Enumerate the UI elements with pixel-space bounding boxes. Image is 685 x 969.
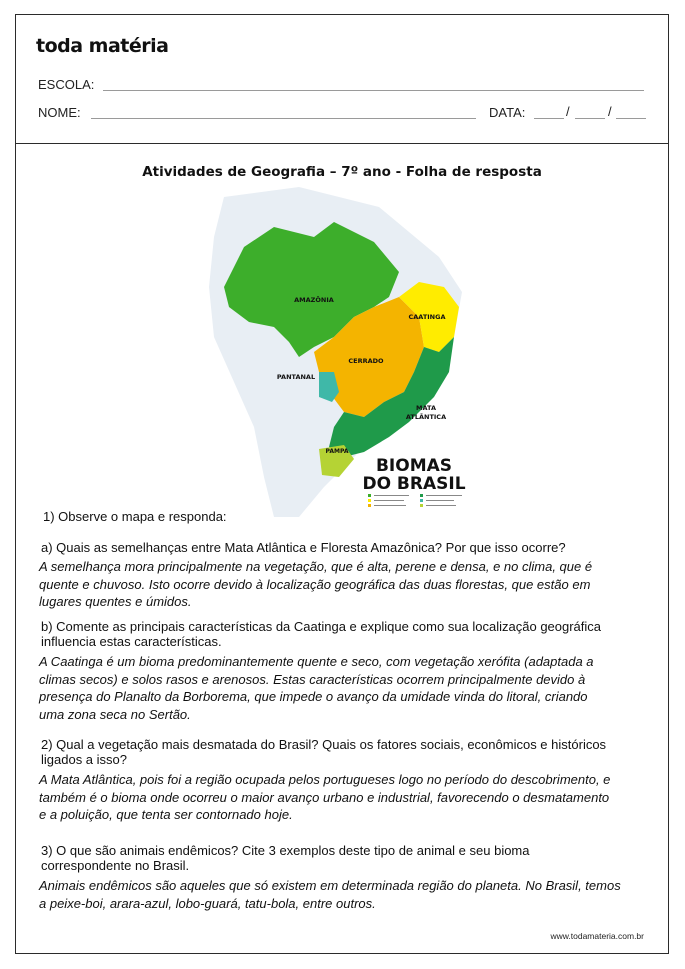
worksheet-frame <box>15 14 669 954</box>
answer-2: A Mata Atlântica, pois foi a região ocupada pelos portugueses logo no período do descobrimento, e também é o bioma onde ocorreu o maior avanço urbano e industrial, favorecendo o desmatamento e a poluição, que tenta ser contornado hoje. <box>39 772 611 822</box>
nome-line[interactable] <box>91 118 476 119</box>
answer-1a: A semelhança mora principalmente na vegetação, que é alta, perene e densa, e no clima, que é quente e chuvoso. Isto ocorre devido à localização geográfica das duas florestas, que estão em lugares quentes e úmidos. <box>39 559 593 609</box>
label-cerrado: CERRADO <box>348 357 384 365</box>
date-separator: / <box>566 104 570 119</box>
footer-url[interactable]: www.todamateria.com.br <box>550 931 644 941</box>
label-mata: MATA <box>416 404 436 412</box>
question-1a: a) Quais as semelhanças entre Mata Atlântica e Floresta Amazônica? Por que isso ocorre? <box>41 540 566 555</box>
label-atlantica: ATLÂNTICA <box>405 413 447 421</box>
question-2: 2) Qual a vegetação mais desmatada do Brasil? Quais os fatores sociais, econômicos e históricos ligados a isso? <box>41 737 607 767</box>
date-year-line[interactable] <box>616 118 646 119</box>
map-title-line2: DO BRASIL <box>362 474 466 494</box>
logo: toda matéria <box>36 35 169 57</box>
date-day-line[interactable] <box>534 118 564 119</box>
label-pampa: PAMPA <box>325 448 349 455</box>
date-month-line[interactable] <box>575 118 605 119</box>
label-pantanal: PANTANAL <box>276 373 316 381</box>
question-3: 3) O que são animais endêmicos? Cite 3 exemplos deste tipo de animal e seu bioma correspondente no Brasil. <box>41 843 530 873</box>
question-1b: b) Comente as principais características da Caatinga e explique como sua localização geográfica influencia estas características. <box>41 619 602 649</box>
question-1: 1) Observe o mapa e responda: <box>43 509 227 524</box>
header-divider <box>16 143 668 144</box>
map-legend <box>368 494 462 507</box>
answer-1b: A Caatinga é um bioma predominantemente quente e seco, com vegetação xerófita (adaptada a climas secos) e solos rasos e arenosos. Estas características ocorrem principalmente devido à presença do Planalto da Borborema, que impede o avanço da umidade vinda do litoral, criando uma zona seca no Sertão. <box>39 654 594 722</box>
label-amazonia: AMAZÔNIA <box>294 296 334 304</box>
date-separator: / <box>608 104 612 119</box>
page-title: Atividades de Geografia – 7º ano - Folha de resposta <box>142 164 542 180</box>
biomes-map <box>204 187 474 517</box>
data-label: DATA: <box>489 105 526 120</box>
escola-line[interactable] <box>103 90 644 91</box>
label-caatinga: CAATINGA <box>408 313 446 321</box>
map-title-line1: BIOMAS <box>375 456 453 476</box>
nome-label: NOME: <box>38 105 81 120</box>
answer-3: Animais endêmicos são aqueles que só existem em determinada região do planeta. No Brasil, temos a peixe-boi, arara-azul, lobo-guará, tatu-bola, entre outros. <box>39 878 621 911</box>
escola-label: ESCOLA: <box>38 77 95 92</box>
